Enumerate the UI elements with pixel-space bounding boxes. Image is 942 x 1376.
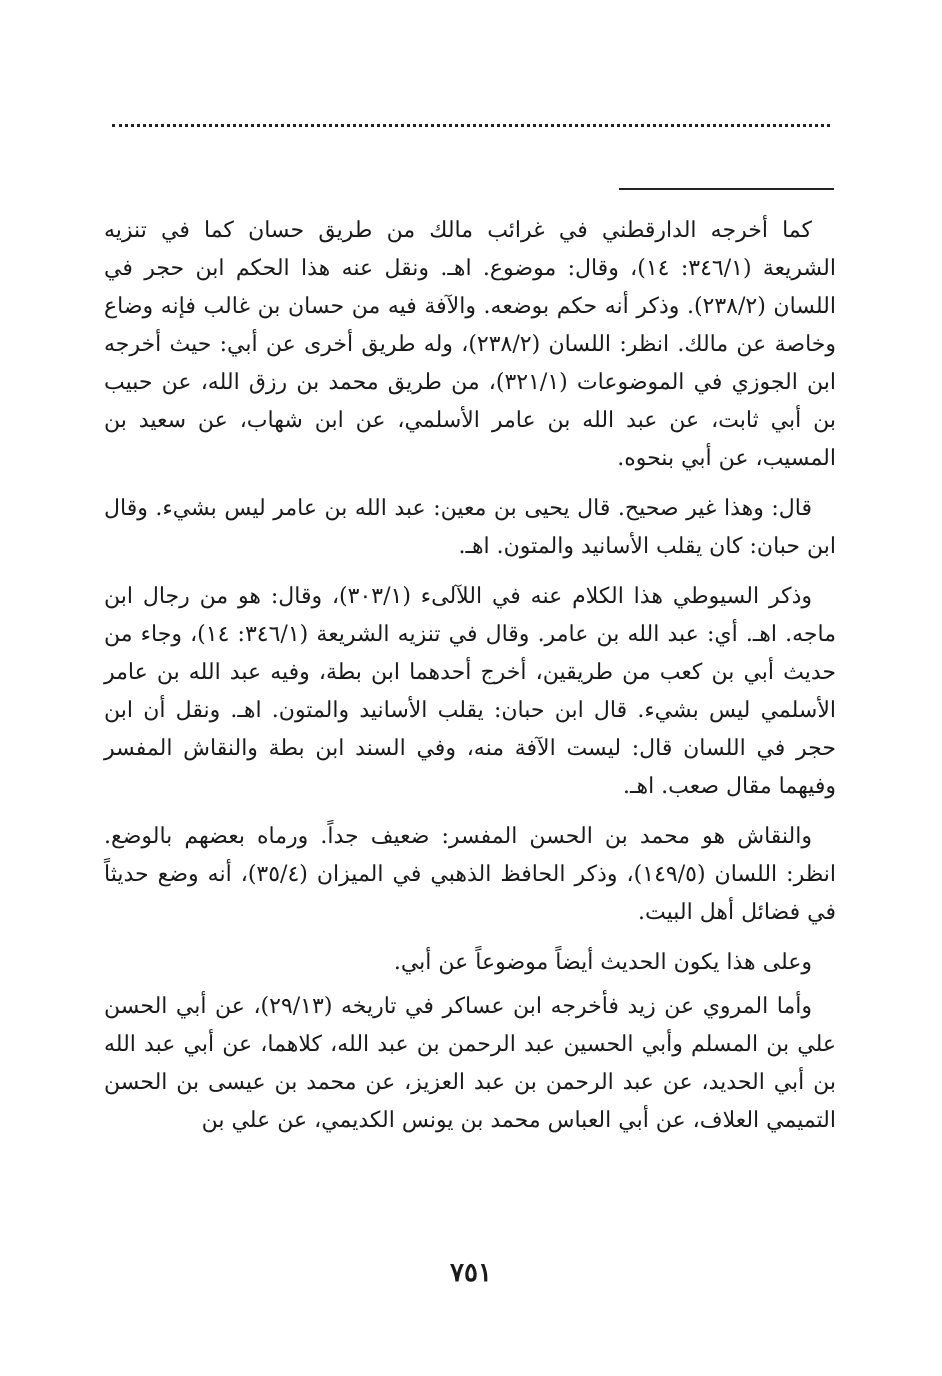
paragraph-4: والنقاش هو محمد بن الحسن المفسر: ضعيف جداً. ورماه بعضهم بالوضع. انظر: اللسان (١٤٩/٥)، وذكر الحافظ الذهبي في الميزان (٣٥/٤)، أنه وضع حديثاً في فضائل أهل البيت. bbox=[104, 824, 836, 925]
page-number: ٧٥١ bbox=[450, 1258, 492, 1288]
separator-dotted-rule bbox=[112, 124, 830, 127]
footnote-text bbox=[104, 212, 836, 1152]
paragraph-6: وأما المروي عن زيد فأخرجه ابن عساكر في تاريخه (٢٩/١٣)، عن أبي الحسن علي بن المسلم وأبي الحسين عبد الرحمن بن عبد الله، كلاهما، عن أبي عبد الله بن أبي الحديد، عن عبد الرحمن بن عبد العزيز، عن محمد بن عيسى بن الحسن التميمي العلاف، عن أبي العباس محمد بن يونس الكديمي، عن علي بن bbox=[104, 994, 836, 1133]
paragraph-3: وذكر السيوطي هذا الكلام عنه في اللآلىء (٣٠٣/١)، وقال: هو من رجال ابن ماجه. اهـ. أي: عبد الله بن عامر. وقال في تنزيه الشريعة (٣٤٦/١: ١٤)، وجاء من حديث أبي بن كعب من طريقين، أخرج أحدهما ابن بطة، وفيه عبد الله بن عامر الأسلمي ليس بشيء. قال ابن حبان: يقلب الأسانيد والمتون. اهـ. ونقل أن ابن حجر في اللسان قال: ليست الآفة منه، وفي السند ابن بطة والنقاش المفسر وفيهما مقال صعب. اهـ. bbox=[104, 584, 837, 799]
paragraph-1: كما أخرجه الدارقطني في غرائب مالك من طريق حسان كما في تنزيه الشريعة (٣٤٦/١: ١٤)، وقال: موضوع. اهـ. ونقل عنه هذا الحكم ابن حجر في اللسان (٢٣٨/٢). وذكر أنه حكم بوضعه. والآفة فيه من حسان بن غالب فإنه وضاع وخاصة عن مالك. انظر: اللسان (٢٣٨/٢)، وله طريق أخرى عن أبي: حيث أخرجه ابن الجوزي في الموضوعات (٣٢١/١)، من طريق محمد بن رزق الله، عن حبيب بن أبي ثابت، عن عبد الله بن عامر الأسلمي، عن ابن شهاب، عن سعيد بن المسيب، عن أبي بنحوه. bbox=[104, 218, 836, 471]
paragraph-2: قال: وهذا غير صحيح. قال يحيى بن معين: عبد الله بن عامر ليس بشيء. وقال ابن حبان: كان يقلب الأسانيد والمتون. اهـ. bbox=[104, 496, 836, 559]
paragraph-5: وعلى هذا يكون الحديث أيضاً موضوعاً عن أبي. bbox=[393, 950, 812, 975]
footnote-rule bbox=[619, 188, 834, 190]
